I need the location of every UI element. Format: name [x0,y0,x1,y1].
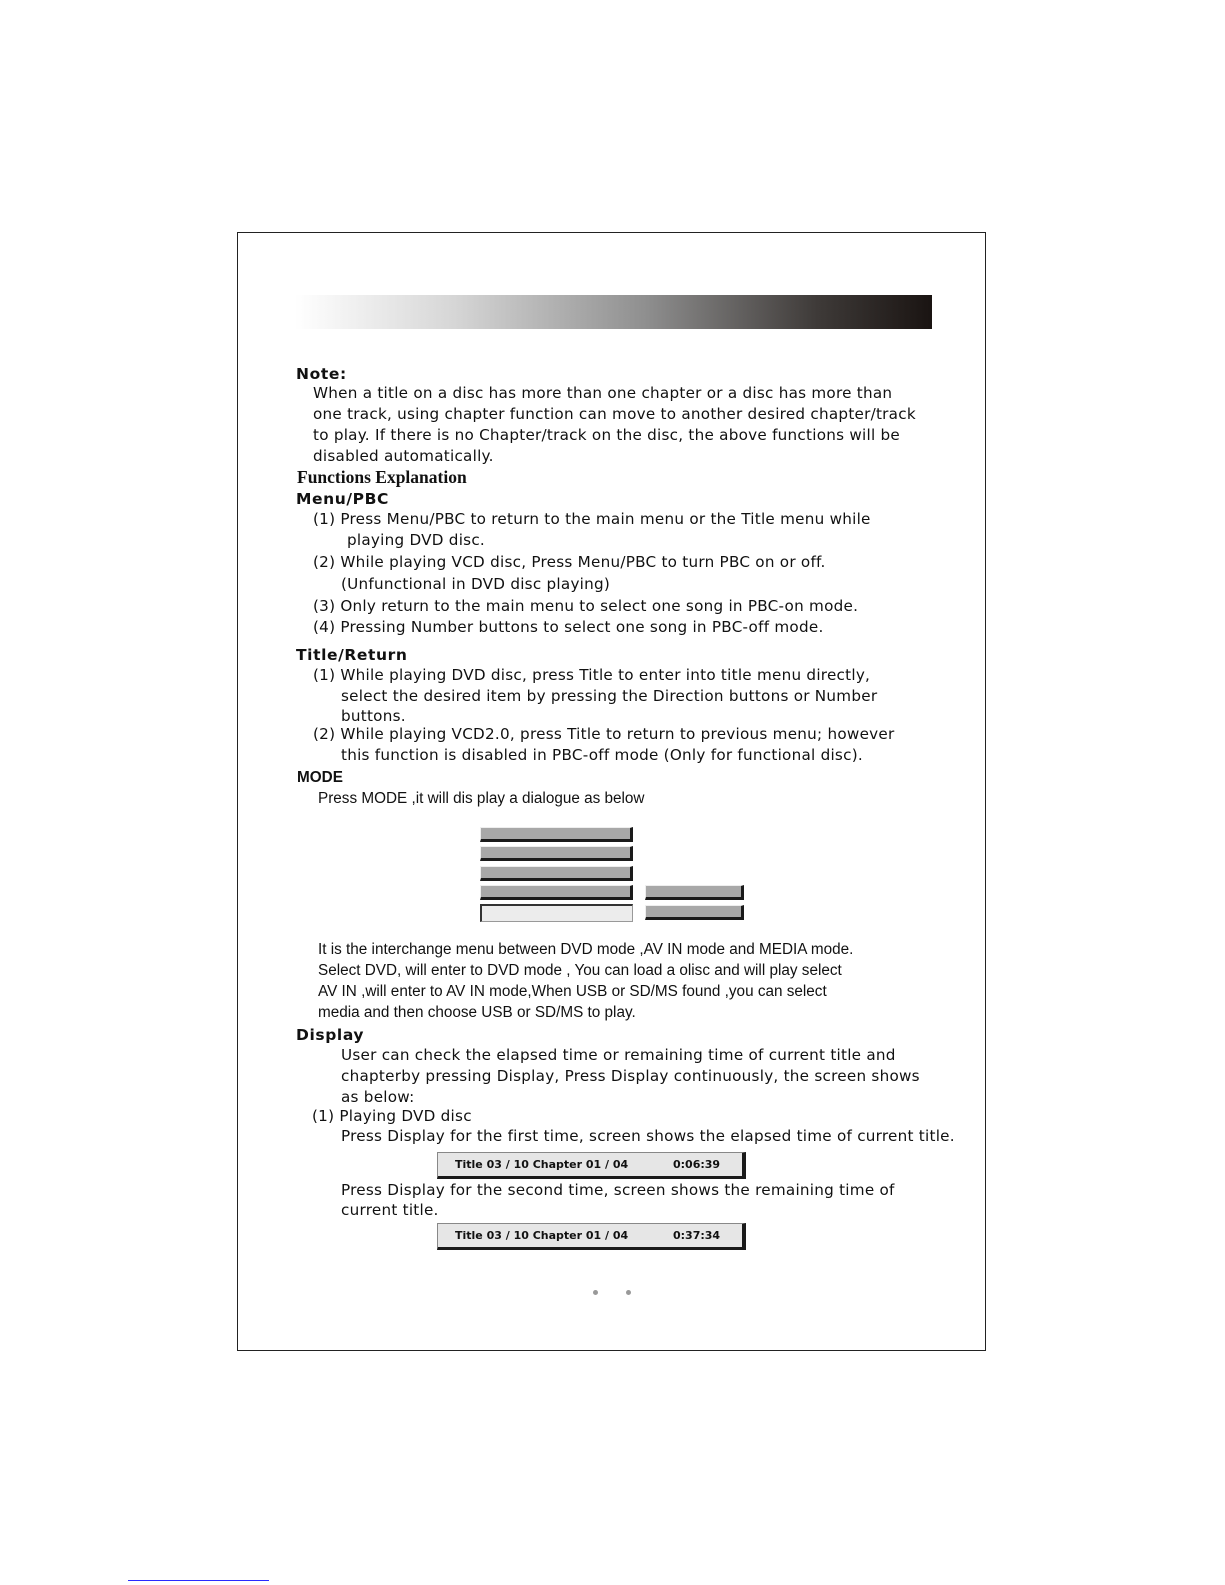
note-line: one track, using chapter function can move to another desired chapter/track [313,405,916,423]
menu-pbc-line: (Unfunctional in DVD disc playing) [341,575,611,593]
mode-menu-button[interactable] [480,846,633,861]
title-return-line: this function is disabled in PBC-off mode (Only for functional disc). [341,746,863,764]
osd-title-chapter: Title 03 / 10 Chapter 01 / 04 [455,1229,629,1242]
mode-menu-button[interactable] [480,827,633,842]
osd-title-chapter: Title 03 / 10 Chapter 01 / 04 [455,1158,629,1171]
page-dot [626,1290,631,1295]
note-line: disabled automatically. [313,447,494,465]
note-title: Note: [296,365,347,383]
menu-pbc-line: (3) Only return to the main menu to select one song in PBC-on mode. [313,597,859,615]
display-line: (1) Playing DVD disc [312,1107,472,1125]
display-line: as below: [341,1088,415,1106]
page-dot [593,1290,598,1295]
title-return-line: (1) While playing DVD disc, press Title to enter into title menu directly, [313,666,871,684]
display-line: current title. [341,1201,439,1219]
title-return-line: (2) While playing VCD2.0, press Title to return to previous menu; however [313,725,895,743]
osd-time: 0:37:34 [673,1229,721,1242]
menu-pbc-line: (4) Pressing Number buttons to select one song in PBC-off mode. [313,618,824,636]
title-return-line: select the desired item by pressing the Direction buttons or Number [341,687,878,705]
menu-pbc-line: (2) While playing VCD disc, Press Menu/PBC to turn PBC on or off. [313,553,826,571]
osd-elapsed-time [437,1152,746,1179]
osd-remaining-time [437,1223,746,1250]
note-line: When a title on a disc has more than one chapter or a disc has more than [313,384,893,402]
display-title: Display [296,1026,365,1044]
mode-title: MODE [297,769,343,786]
osd-time: 0:06:39 [673,1158,721,1171]
note-line: to play. If there is no Chapter/track on the disc, the above functions will be [313,426,900,444]
mode-submenu-button[interactable] [645,905,744,920]
display-line: User can check the elapsed time or remaining time of current title and [341,1046,896,1064]
mode-menu-button[interactable] [480,866,633,881]
menu-pbc-title: Menu/PBC [296,490,390,508]
menu-pbc-line: (1) Press Menu/PBC to return to the main menu or the Title menu while [313,510,871,528]
mode-line: It is the interchange menu between DVD mode ,AV IN mode and MEDIA mode. [318,941,854,958]
mode-menu-button-selected[interactable] [480,904,633,922]
title-return-title: Title/Return [296,646,408,664]
header-gradient-bar [295,295,932,329]
display-line: chapterby pressing Display, Press Display continuously, the screen shows [341,1067,920,1085]
functions-heading: Functions Explanation [297,467,467,487]
mode-line: media and then choose USB or SD/MS to play. [318,1004,636,1021]
mode-line: Select DVD, will enter to DVD mode , You can load a olisc and will play select [318,962,842,979]
bottom-link-underline [128,1580,269,1581]
menu-pbc-line: playing DVD disc. [347,531,486,549]
display-line: Press Display for the second time, screen shows the remaining time of [341,1181,895,1199]
title-return-line: buttons. [341,707,406,725]
mode-line: AV IN ,will enter to AV IN mode,When USB or SD/MS found ,you can select [318,983,827,1000]
mode-menu-button[interactable] [480,885,633,900]
display-line: Press Display for the first time, screen shows the elapsed time of current title. [341,1127,955,1145]
mode-intro: Press MODE ,it will dis play a dialogue as below [318,790,645,807]
mode-submenu-button[interactable] [645,885,744,900]
